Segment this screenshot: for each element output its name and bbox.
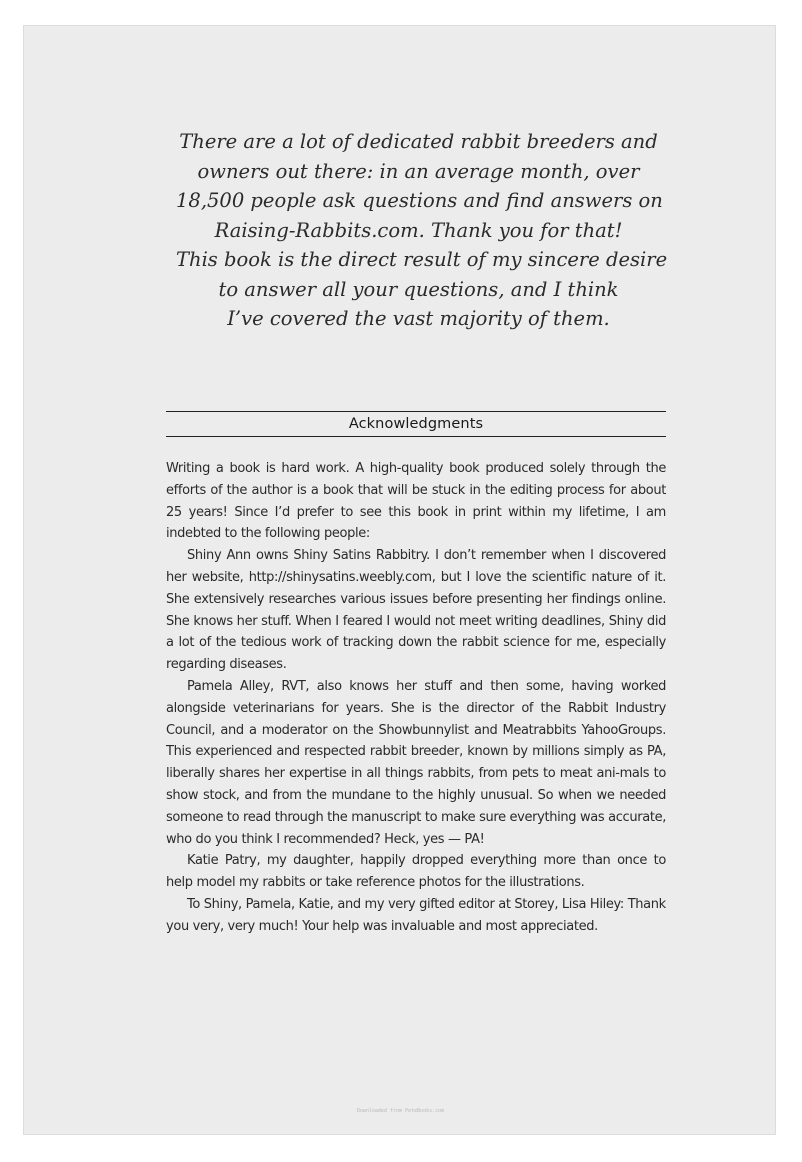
paragraph: Katie Patry, my daughter, happily dropped everything more than once to help model my rabbits or take reference photos for the illustrations. — [166, 853, 666, 891]
quote-line: This book is the direct result of my sincere desire — [176, 248, 668, 271]
paragraph: To Shiny, Pamela, Katie, and my very gifted editor at Storey, Lisa Hiley: Thank you very, very much! Your help was invaluable and most appreciated. — [166, 896, 666, 934]
quote-line: 18,500 people ask questions and find answers on — [176, 189, 663, 212]
quote-line: Raising-Rabbits.com. Thank you for that! — [214, 218, 623, 242]
quote-line: There are a lot of dedicated rabbit breeders and — [179, 130, 658, 153]
paragraph: Shiny Ann owns Shiny Satins Rabbitry. I don’t remember when I discovered her website, http://shinysatins.weebly.com, but I love the scientific nature of it. She extensively researches various issues before presenting her findings online. She knows her stuff. When I feared I would not meet writing deadlines, Shiny did a lot of the tedious work of tracking down the rabbit science for me, especially regarding diseases. — [166, 548, 666, 673]
acknowledgments-body — [166, 458, 666, 938]
quote-line: I’ve covered the vast majority of them. — [227, 307, 610, 330]
quote-line: to answer all your questions, and I think — [218, 277, 619, 301]
paragraph: Writing a book is hard work. A high-quality book produced solely through the efforts of the author is a book that will be stuck in the editing process for about 25 years! Since I’d prefer to see this book in print within my lifetime, I am indebted to the following people: — [166, 461, 666, 542]
book-page — [23, 25, 776, 1135]
section-header — [166, 411, 666, 437]
paragraph: Pamela Alley, RVT, also knows her stuff and then some, having worked alongside veterinarians for years. She is the director of the Rabbit Industry Council, and a moderator on the Showbunnylist and Meatrabbits YahooGroups. This experienced and respected rabbit breeder, known by millions simply as PA, liberally shares her expertise in all things rabbits, from pets to meat ani-mals to show stock, and from the mundane to the highly unusual. So when we needed someone to read through the manuscript to make sure everything was accurate, who do you think I recommended? Heck, yes — PA! — [166, 678, 666, 847]
download-watermark: Downloaded from PeteBooks.com — [356, 1108, 445, 1114]
section-title: Acknowledgments — [348, 416, 484, 432]
quote-line: owners out there: in an average month, over — [197, 159, 640, 183]
epigraph-quote — [176, 127, 668, 334]
